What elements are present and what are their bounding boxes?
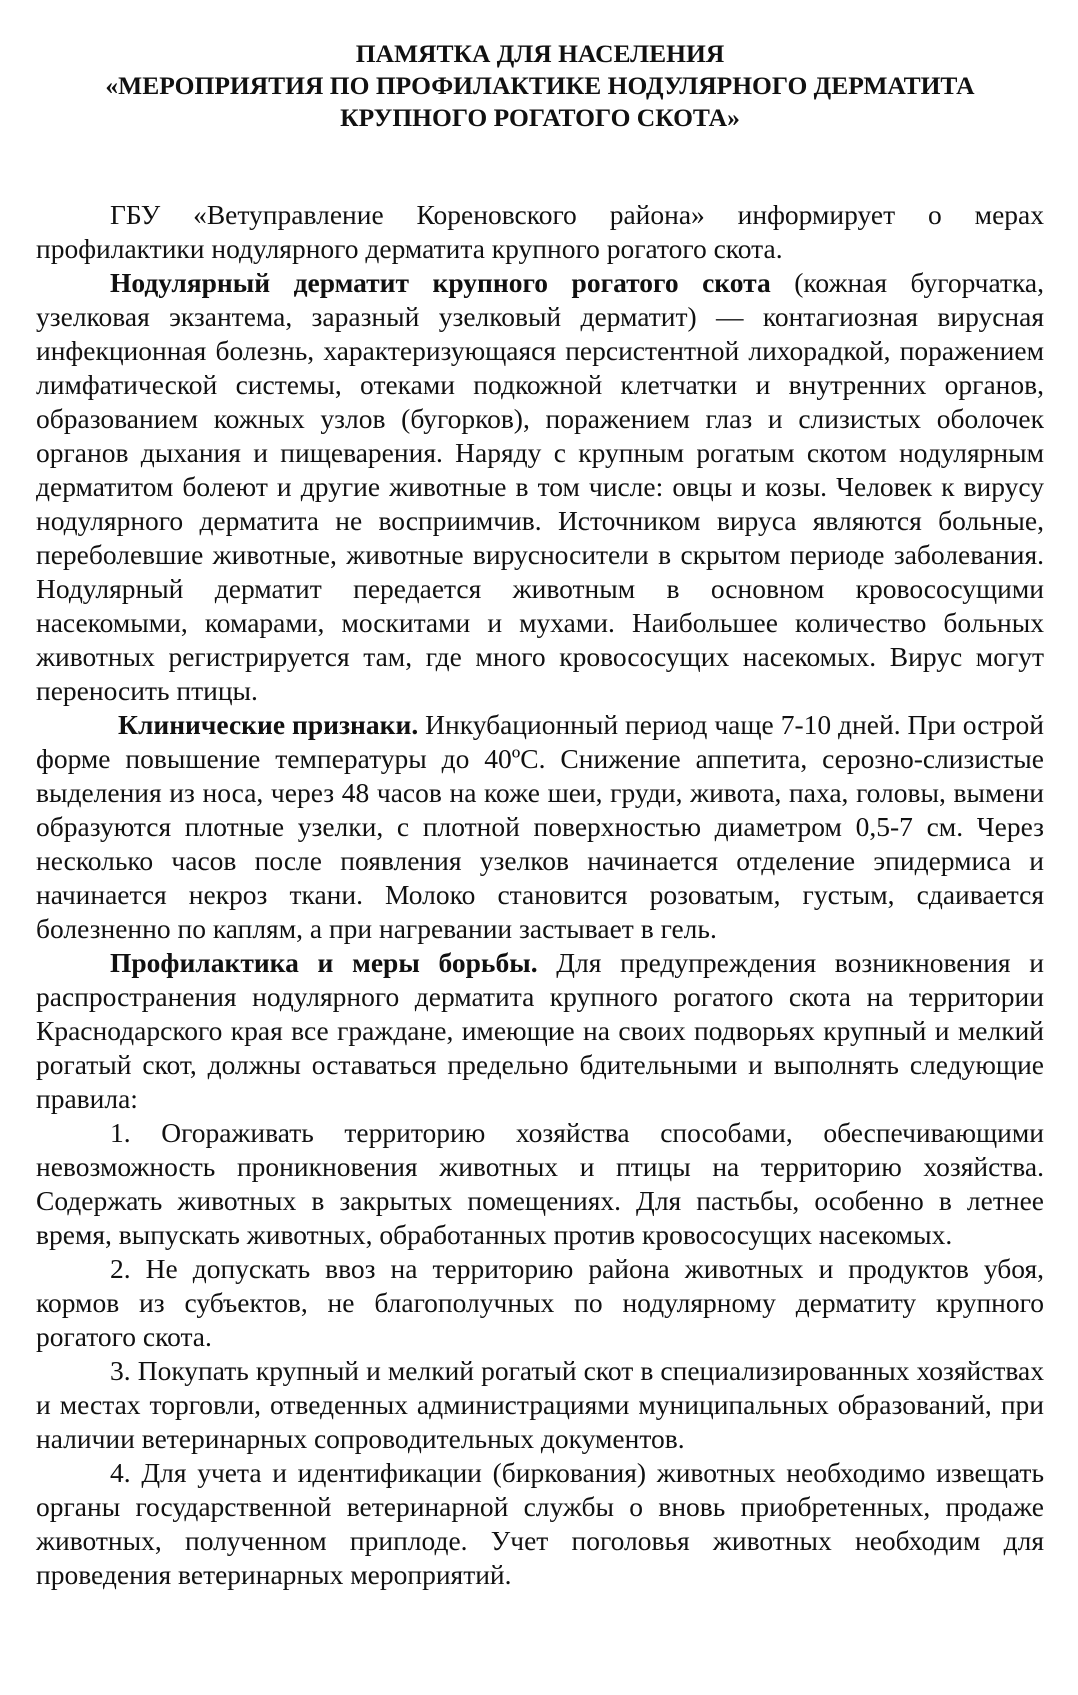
section-clinical-text: Инкубационный период чаще 7-10 дней. При острой форме повышение температуры до 40ºС. Снижение аппетита, серозно-слизистые выделения из носа, через 48 часов на коже шеи, груди, живота, паха, головы, вымени образуются плотные узелки, с плотной поверхностью диаметром 0,5-7 см. Через несколько часов после появления узелков начинается отделение эпидермиса и начинается некроз ткани. Молоко становится розоватым, густым, сдаивается болезненно по каплям, а при нагревании застывает в гель. — [36, 709, 1044, 944]
section-definition — [36, 266, 1044, 708]
document-title — [36, 38, 1044, 134]
section-prevention — [36, 946, 1044, 1116]
section-prevention-text: Для предупреждения возникновения и распространения нодулярного дерматита крупного рогатого скота на территории Краснодарского края все граждане, имеющие на своих подворьях крупный и мелкий рогатый скот, должны оставаться предельно бдительными и выполнять следующие правила: — [36, 947, 1044, 1114]
section-clinical — [36, 708, 1044, 946]
document-page — [36, 38, 1044, 1592]
title-spacer — [36, 134, 1044, 198]
rule-item: 2. Не допускать ввоз на территорию района животных и продуктов убоя, кормов из субъектов, не благополучных по нодулярному дерматиту крупного рогатого скота. — [36, 1253, 1044, 1352]
rule-item: 1. Огораживать территорию хозяйства способами, обеспечивающими невозможность проникновения животных и птицы на территорию хозяйства. Содержать животных в закрытых помещениях. Для пастьбы, особенно в летнее время, выпускать животных, обработанных против кровососущих насекомых. — [36, 1117, 1044, 1250]
section-definition-heading: Нодулярный дерматит крупного рогатого скота — [110, 267, 771, 298]
intro-paragraph: ГБУ «Ветуправление Кореновского района» информирует о мерах профилактики нодулярного дерматита крупного рогатого скота. — [36, 199, 1044, 264]
section-prevention-heading: Профилактика и меры борьбы. — [110, 947, 538, 978]
rule-item: 4. Для учета и идентификации (биркования) животных необходимо извещать органы государственной ветеринарной службы о вновь приобретенных, продаже животных, полученном приплоде. Учет поголовья животных необходим для проведения ветеринарных мероприятий. — [36, 1457, 1044, 1590]
title-line-2: «МЕРОПРИЯТИЯ ПО ПРОФИЛАКТИКЕ НОДУЛЯРНОГО ДЕРМАТИТА — [105, 71, 975, 100]
rule-item: 3. Покупать крупный и мелкий рогатый скот в специализированных хозяйствах и местах торговли, отведенных администрациями муниципальных образований, при наличии ветеринарных сопроводительных документов. — [36, 1355, 1044, 1454]
title-line-1: ПАМЯТКА ДЛЯ НАСЕЛЕНИЯ — [355, 39, 725, 68]
rules-list — [36, 1116, 1044, 1592]
section-definition-text: (кожная бугорчатка, узелковая экзантема, заразный узелковый дерматит) — контагиозная вирусная инфекционная болезнь, характеризующаяся персистентной лихорадкой, поражением лимфатической системы, отеками подкожной клетчатки и внутренних органов, образованием кожных узлов (бугорков), поражением глаз и слизистых оболочек органов дыхания и пищеварения. Наряду с крупным рогатым скотом нодулярным дерматитом болеют и другие животные в том числе: овцы и козы. Человек к вирусу нодулярного дерматита не восприимчив. Источником вируса являются больные, переболевшие животные, животные вирусносители в скрытом периоде заболевания. Нодулярный дерматит передается животным в основном кровососущими насекомыми, комарами, москитами и мухами. Наибольшее количество больных животных регистрируется там, где много кровососущих насекомых. Вирус могут переносить птицы. — [36, 267, 1045, 706]
section-clinical-heading: Клинические признаки. — [118, 709, 419, 740]
title-line-3: КРУПНОГО РОГАТОГО СКОТА» — [340, 103, 740, 132]
